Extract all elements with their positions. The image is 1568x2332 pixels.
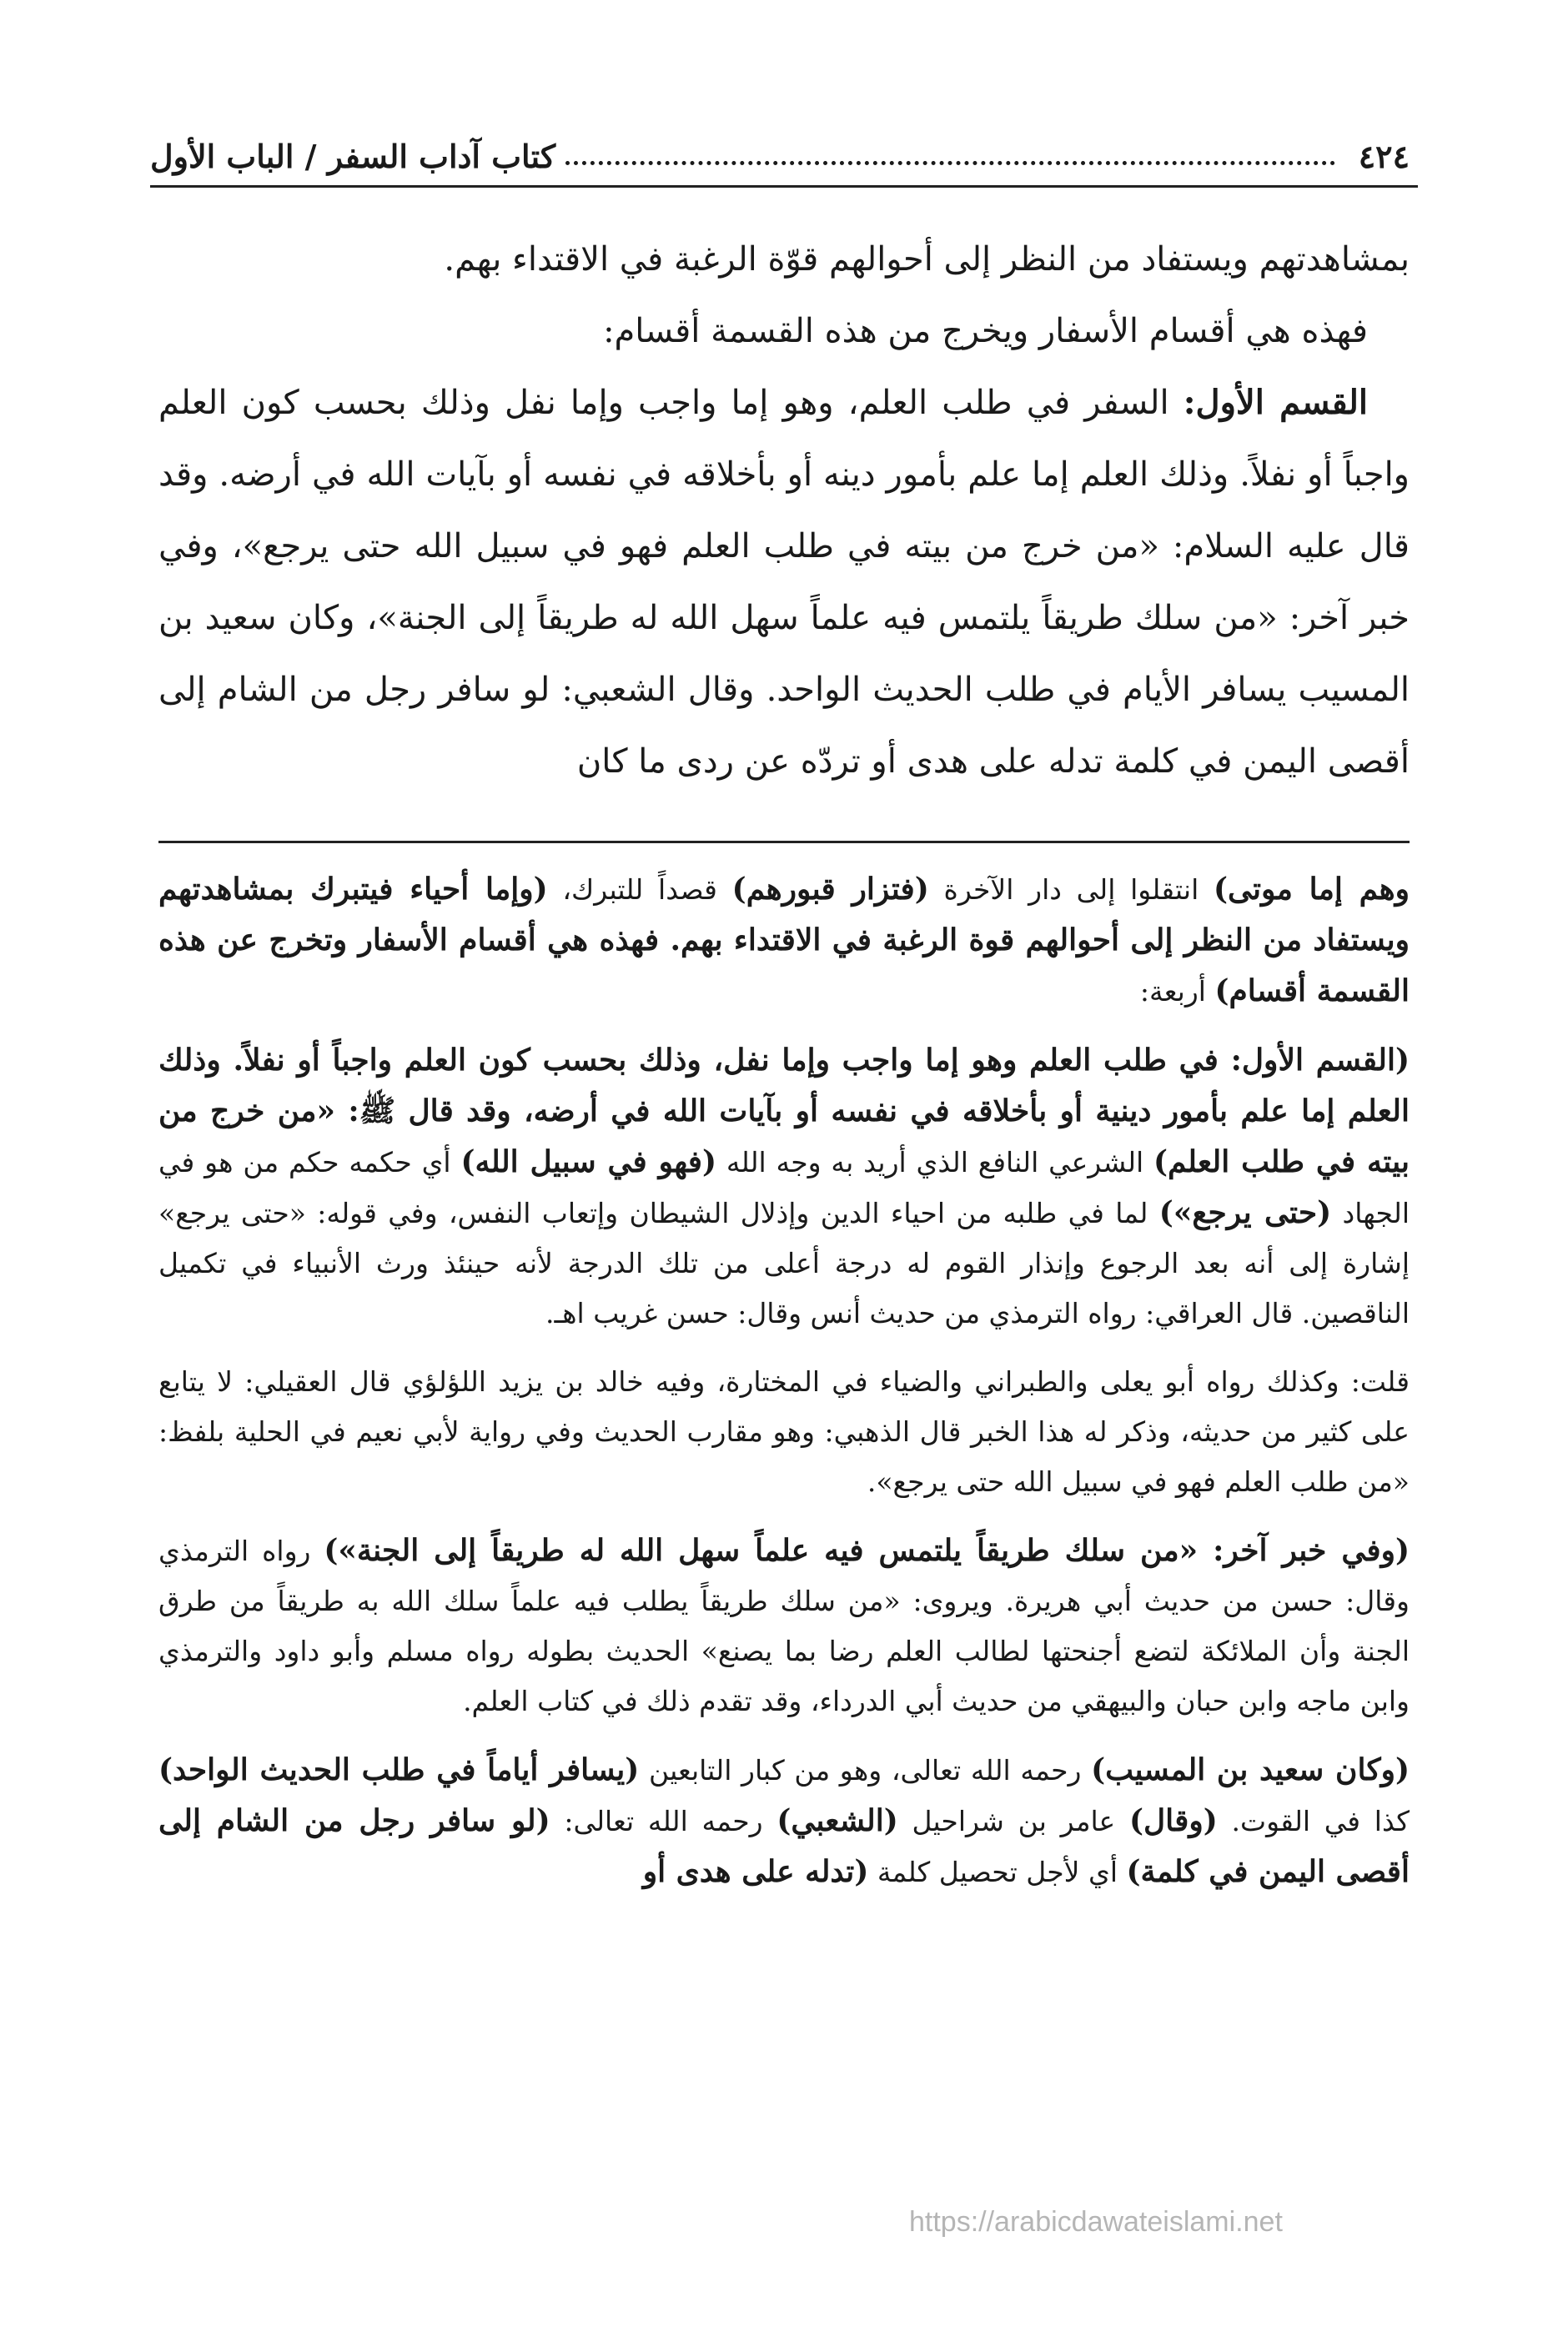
page-number: ٤٢٤ [1358,138,1410,175]
quoted-text: (فهو في سبيل الله) [460,1144,717,1179]
quoted-text: (لو سافر رجل من الشام إلى أقصى اليمن في كلمة) [158,1803,1410,1889]
header-dot-leader [565,161,1335,165]
quoted-text: (القسم الأول: في طلب العلم وهو إما واجب وإما نفل، وذلك بحسب كون العلم واجباً أو نفلاً. وذلك العلم إما علم بأمور دينية أو بأخلاقه في نفسه أو بآيات الله في أرضه، وقد قال ﷺ: «من خرج من بيته في طلب العلم) [158,1043,1410,1179]
quoted-text: (حتى يرجع») [1158,1195,1332,1230]
quoted-text: (وقال) [1128,1803,1218,1838]
quoted-text: (الشعبي) [776,1803,898,1838]
commentary-paragraph: قلت: وكذلك رواه أبو يعلى والطبراني والضياء في المختارة، وفيه خالد بن يزيد اللؤلؤي قال العقيلي: لا يتابع على كثير من حديثه، وذكر له هذا الخبر قال الذهبي: وهو مقارب الحديث وفي رواية لأبي نعيم في الحلية بلفظ: «من طلب العلم فهو في سبيل الله حتى يرجع». [158,1365,1410,1498]
quoted-text: (يسافر أياماً في طلب الحديث الواحد) [158,1752,640,1787]
section-heading: القسم الأول: [1183,383,1368,422]
commentary [158,864,1410,1909]
main-paragraph: بمشاهدتهم ويستفاد من النظر إلى أحوالهم قوّة الرغبة في الاقتداء بهم. [444,240,1410,279]
commentary-text: قصداً للتبرك، [547,873,732,906]
commentary-paragraph [158,1525,1410,1726]
main-text [158,224,1410,797]
commentary-text: أي لأجل تحصيل كلمة [868,1856,1127,1888]
commentary-text: أي حكمه حكم من هو في الجهاد [158,1146,1410,1229]
commentary-paragraph [158,864,1410,1017]
commentary-text: لما في طلبه من احياء الدين وإذلال الشيطان وإتعاب النفس، وفي قوله: «حتى يرجع» إشارة إلى أنه بعد الرجوع وإنذار القوم له درجة أعلى من تلك الدرجة لأنه حينئذ ورث الأنبياء في تكميل الناقصين. قال العراقي: رواه الترمذي من حديث أنس وقال: حسن غريب اهـ. [158,1197,1410,1329]
watermark-url: https://arabicdawateislami.net [909,2206,1283,2238]
quoted-text: (فتزار قبورهم) [731,872,929,907]
footnote-divider [158,841,1410,843]
running-title: كتاب آداب السفر / الباب الأول [150,138,556,175]
commentary-text: رحمه الله تعالى، وهو من كبار التابعين [639,1754,1092,1787]
commentary-text: رواه الترمذي وقال: حسن من حديث أبي هريرة. ويروى: «من سلك طريقاً يطلب فيه علماً سلك الله به طريقاً من طرق الجنة وأن الملائكة لتضع أجنحتها لطالب العلم رضا بما يصنع» الحديث بطوله رواه مسلم وأبو داود والترمذي وابن ماجه وابن حبان والبيهقي من حديث أبي الدرداء، وقد تقدم ذلك في كتاب العلم. [158,1535,1410,1717]
header-rule [150,185,1418,188]
quoted-text: (وكان سعيد بن المسيب) [1091,1752,1410,1787]
quoted-text: (وإما أحياء فيتبرك بمشاهدتهم ويستفاد من النظر إلى أحوالهم قوة الرغبة في الاقتداء بهم. فهذه هي أقسام الأسفار وتخرج عن هذه القسمة أقسام) [158,872,1410,1008]
commentary-paragraph [158,1035,1410,1339]
commentary-text: كذا في القوت. [1217,1805,1410,1837]
commentary-text: أربعة: [1139,975,1215,1008]
main-paragraph [158,367,1410,797]
quoted-text: وهم إما موتى) [1213,872,1410,907]
quoted-text: (وفي خبر آخر: «من سلك طريقاً يلتمس فيه علماً سهل الله له طريقاً إلى الجنة») [324,1533,1410,1568]
commentary-text: رحمه الله تعالى: [550,1805,777,1837]
main-paragraph-text: السفر في طلب العلم، وهو إما واجب وإما نفل وذلك بحسب كون العلم واجباً أو نفلاً. وذلك العلم إما علم بأمور دينه أو بأخلاقه في نفسه أو بآيات الله في أرضه. وقد قال عليه السلام: «من خرج من بيته في طلب العلم فهو في سبيل الله حتى يرجع»، وفي خبر آخر: «من سلك طريقاً يلتمس فيه علماً سهل الله له طريقاً إلى الجنة»، وكان سعيد بن المسيب يسافر الأيام في طلب الحديث الواحد. وقال الشعبي: لو سافر رجل من الشام إلى أقصى اليمن في كلمة تدله على هدى أو تردّه عن ردى ما كان [158,384,1410,781]
commentary-text: عامر بن شراحيل [897,1805,1129,1837]
page-header [150,117,1410,175]
commentary-paragraph [158,1745,1410,1897]
quoted-text: (تدله على هدى أو [642,1854,869,1889]
commentary-text: انتقلوا إلى دار الآخرة [928,873,1214,906]
commentary-text: الشرعي النافع الذي أريد به وجه الله [716,1146,1153,1179]
main-paragraph: فهذه هي أقسام الأسفار ويخرج من هذه القسمة أقسام: [603,312,1368,350]
